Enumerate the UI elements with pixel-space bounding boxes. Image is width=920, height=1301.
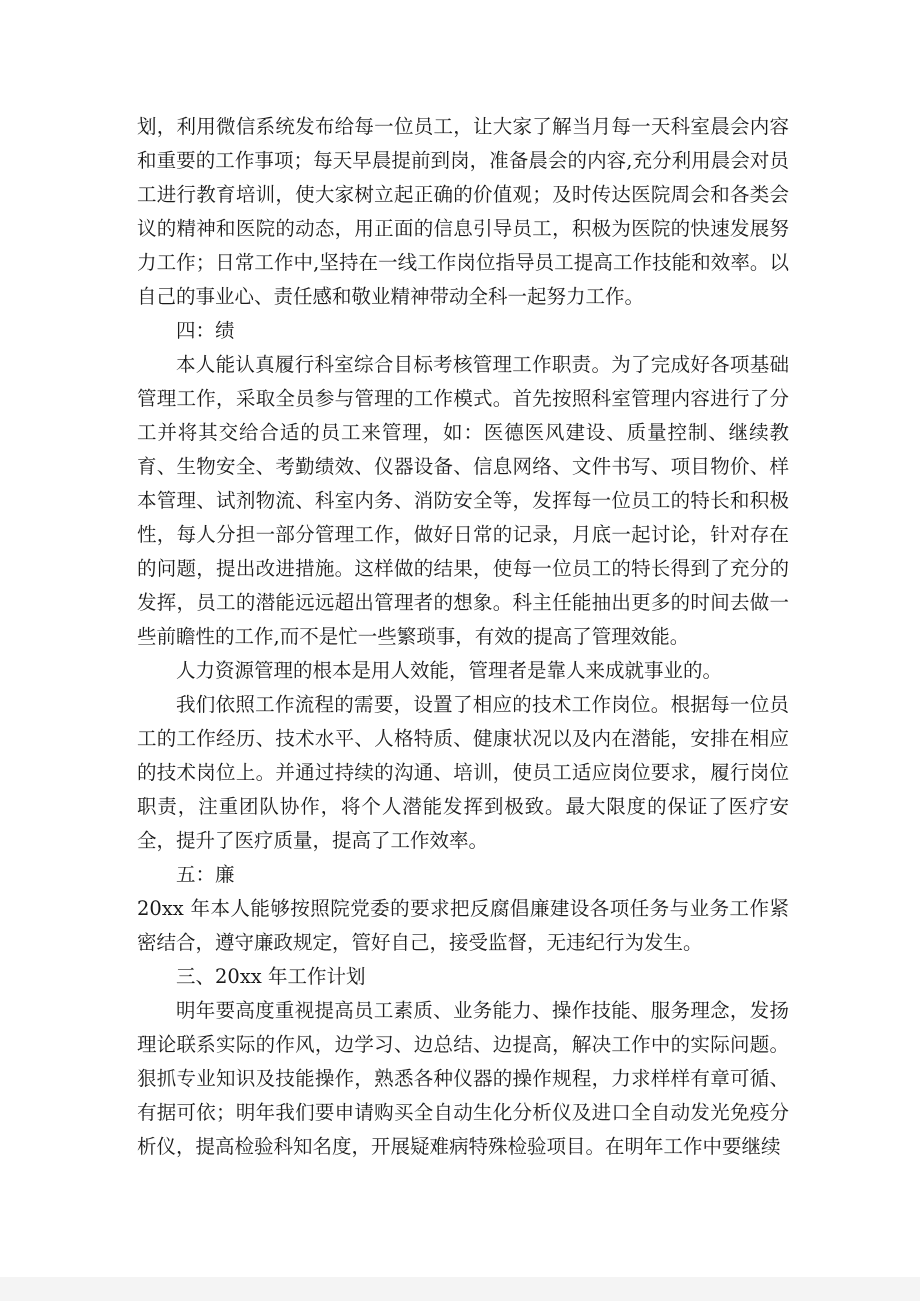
section-heading-work-plan: 三、20xx 年工作计划 [176,965,366,988]
section-heading-integrity: 五：廉 [176,863,235,886]
document-body [137,110,789,1164]
page-footer-bar [0,1277,920,1301]
section-heading-performance: 四：绩 [176,319,235,342]
paragraph-technical-posts: 我们依照工作流程的需要，设置了相应的技术工作岗位。根据每一位员工的工作经历、技术水平、人格特质、健康状况以及内在潜能，安排在相应的技术岗位上。并通过持续的沟通、培训，使员工适应岗位要求，履行岗位职责，注重团队协作，将个人潜能发挥到极致。最大限度的保证了医疗安全，提升了医疗质量，提高了工作效率。 [137,693,789,852]
paragraph-work-plan: 明年要高度重视提高员工素质、业务能力、操作技能、服务理念，发扬理论联系实际的作风，边学习、边总结、边提高，解决工作中的实际问题。狠抓专业知识及技能操作，熟悉各种仪器的操作规程，力求样样有章可循、有据可依；明年我们要申请购买全自动生化分析仪及进口全自动发光免疫分析仪，提高检验科知名度，开展疑难病特殊检验项目。在明年工作中要继续 [137,999,789,1158]
paragraph-hr-management: 人力资源管理的根本是用人效能，管理者是靠人来成就事业的。 [176,659,723,682]
paragraph-integrity: 20xx 年本人能够按照院党委的要求把反腐倡廉建设各项任务与业务工作紧密结合，遵守廉政规定，管好自己，接受监督，无违纪行为发生。 [137,897,789,954]
paragraph-continuation: 划，利用微信系统发布给每一位员工，让大家了解当月每一天科室晨会内容和重要的工作事项；每天早晨提前到岗，准备晨会的内容,充分利用晨会对员工进行教育培训，使大家树立起正确的价值观；及时传达医院周会和各类会议的精神和医院的动态，用正面的信息引导员工，积极为医院的快速发展努力工作；日常工作中,坚持在一线工作岗位指导员工提高工作技能和效率。以自己的事业心、责任感和敬业精神带动全科一起努力工作。 [137,115,789,308]
paragraph-performance: 本人能认真履行科室综合目标考核管理工作职责。为了完成好各项基础管理工作，采取全员参与管理的工作模式。首先按照科室管理内容进行了分工并将其交给合适的员工来管理，如：医德医风建设、质量控制、继续教育、生物安全、考勤绩效、仪器设备、信息网络、文件书写、项目物价、样本管理、试剂物流、科室内务、消防安全等，发挥每一位员工的特长和积极性，每人分担一部分管理工作，做好日常的记录，月底一起讨论，针对存在的问题，提出改进措施。这样做的结果，使每一位员工的特长得到了充分的发挥，员工的潜能远远超出管理者的想象。科主任能抽出更多的时间去做一些前瞻性的工作,而不是忙一些繁琐事，有效的提高了管理效能。 [137,353,789,648]
